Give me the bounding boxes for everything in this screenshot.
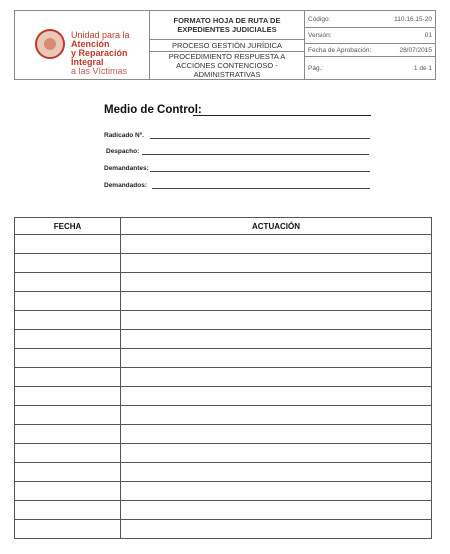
fecha-cell[interactable] (15, 273, 121, 292)
meta-value: 01 (424, 32, 432, 39)
table-row (15, 520, 432, 539)
procedure-name: PROCEDIMIENTO RESPUESTA A ACCIONES CONTENCIOSO - ADMINISTRATIVAS (168, 52, 286, 79)
actuacion-cell[interactable] (121, 235, 432, 254)
fecha-cell[interactable] (15, 254, 121, 273)
fecha-cell[interactable] (15, 444, 121, 463)
meta-row-date (305, 44, 435, 57)
table-row (15, 463, 432, 482)
table-header-row (15, 218, 432, 235)
actuacion-cell[interactable] (121, 273, 432, 292)
table-row (15, 425, 432, 444)
logo-line1-bold: Atención (71, 39, 110, 49)
actuacion-cell[interactable] (121, 254, 432, 273)
actuacion-cell[interactable] (121, 520, 432, 539)
meta-row-version (305, 28, 435, 44)
fecha-cell[interactable] (15, 463, 121, 482)
table-body (15, 235, 432, 539)
demandados-label: Demandados: (104, 182, 147, 189)
fecha-cell[interactable] (15, 425, 121, 444)
radicado-label: Radicado Nº. (104, 132, 144, 139)
meta-value: 1 de 1 (413, 64, 432, 72)
table-row (15, 501, 432, 520)
meta-label: Versión: (308, 32, 332, 39)
fecha-cell[interactable] (15, 520, 121, 539)
fecha-cell[interactable] (15, 330, 121, 349)
actuacion-cell[interactable] (121, 482, 432, 501)
actions-table (14, 217, 432, 539)
logo-area (15, 11, 150, 79)
meta-value: 110.16.15-20 (394, 15, 432, 23)
fecha-cell[interactable] (15, 235, 121, 254)
radicado-field[interactable] (150, 138, 370, 139)
table-row (15, 235, 432, 254)
actuacion-cell[interactable] (121, 463, 432, 482)
demandados-field[interactable] (152, 188, 370, 189)
meta-label: Pág.: (308, 64, 324, 72)
table-row (15, 482, 432, 501)
demandantes-label: Demandantes: (104, 165, 149, 172)
meta-row-page (305, 57, 435, 79)
actuacion-cell[interactable] (121, 444, 432, 463)
demandantes-field[interactable] (150, 171, 370, 172)
header-center (150, 11, 305, 79)
actuacion-cell[interactable] (121, 425, 432, 444)
table-row (15, 254, 432, 273)
table-row (15, 330, 432, 349)
fecha-cell[interactable] (15, 387, 121, 406)
header-meta (305, 11, 435, 79)
fecha-cell[interactable] (15, 292, 121, 311)
meta-value: 28/07/2015 (399, 46, 432, 54)
table-row (15, 311, 432, 330)
process-name: PROCESO GESTIÓN JURÍDICA (150, 40, 304, 52)
actuacion-cell[interactable] (121, 387, 432, 406)
actuacion-cell[interactable] (121, 406, 432, 425)
medio-control-label: Medio de Control: (104, 104, 202, 116)
table-row (15, 273, 432, 292)
table-row (15, 406, 432, 425)
actuacion-cell[interactable] (121, 330, 432, 349)
fecha-cell[interactable] (15, 501, 121, 520)
fecha-cell[interactable] (15, 406, 121, 425)
fecha-cell[interactable] (15, 311, 121, 330)
fecha-cell[interactable] (15, 368, 121, 387)
despacho-label: Despacho: (106, 148, 140, 155)
actuacion-cell[interactable] (121, 292, 432, 311)
column-header-actuacion: ACTUACIÓN (121, 218, 432, 235)
column-header-fecha: FECHA (15, 218, 121, 235)
meta-row-code (305, 11, 435, 28)
logo-line1: Unidad para la (71, 30, 130, 40)
logo-line2: y Reparación Integral (71, 48, 128, 67)
fecha-cell[interactable] (15, 349, 121, 368)
actuacion-cell[interactable] (121, 368, 432, 387)
table-row (15, 368, 432, 387)
document-header (14, 10, 436, 80)
seal-logo (35, 29, 65, 59)
actuacion-cell[interactable] (121, 501, 432, 520)
logo-line3: a las Víctimas (71, 66, 128, 76)
meta-label: Fecha de Aprobación: (308, 46, 372, 54)
table-row (15, 444, 432, 463)
logo-text (71, 31, 149, 76)
table-row (15, 349, 432, 368)
meta-label: Código: (308, 15, 331, 23)
form-title: FORMATO HOJA DE RUTA DE EXPEDIENTES JUDICIALES (150, 11, 304, 40)
actuacion-cell[interactable] (121, 349, 432, 368)
table-row (15, 387, 432, 406)
medio-control-field[interactable] (193, 115, 371, 116)
table-row (15, 292, 432, 311)
actuacion-cell[interactable] (121, 311, 432, 330)
fecha-cell[interactable] (15, 482, 121, 501)
despacho-field[interactable] (142, 154, 369, 155)
